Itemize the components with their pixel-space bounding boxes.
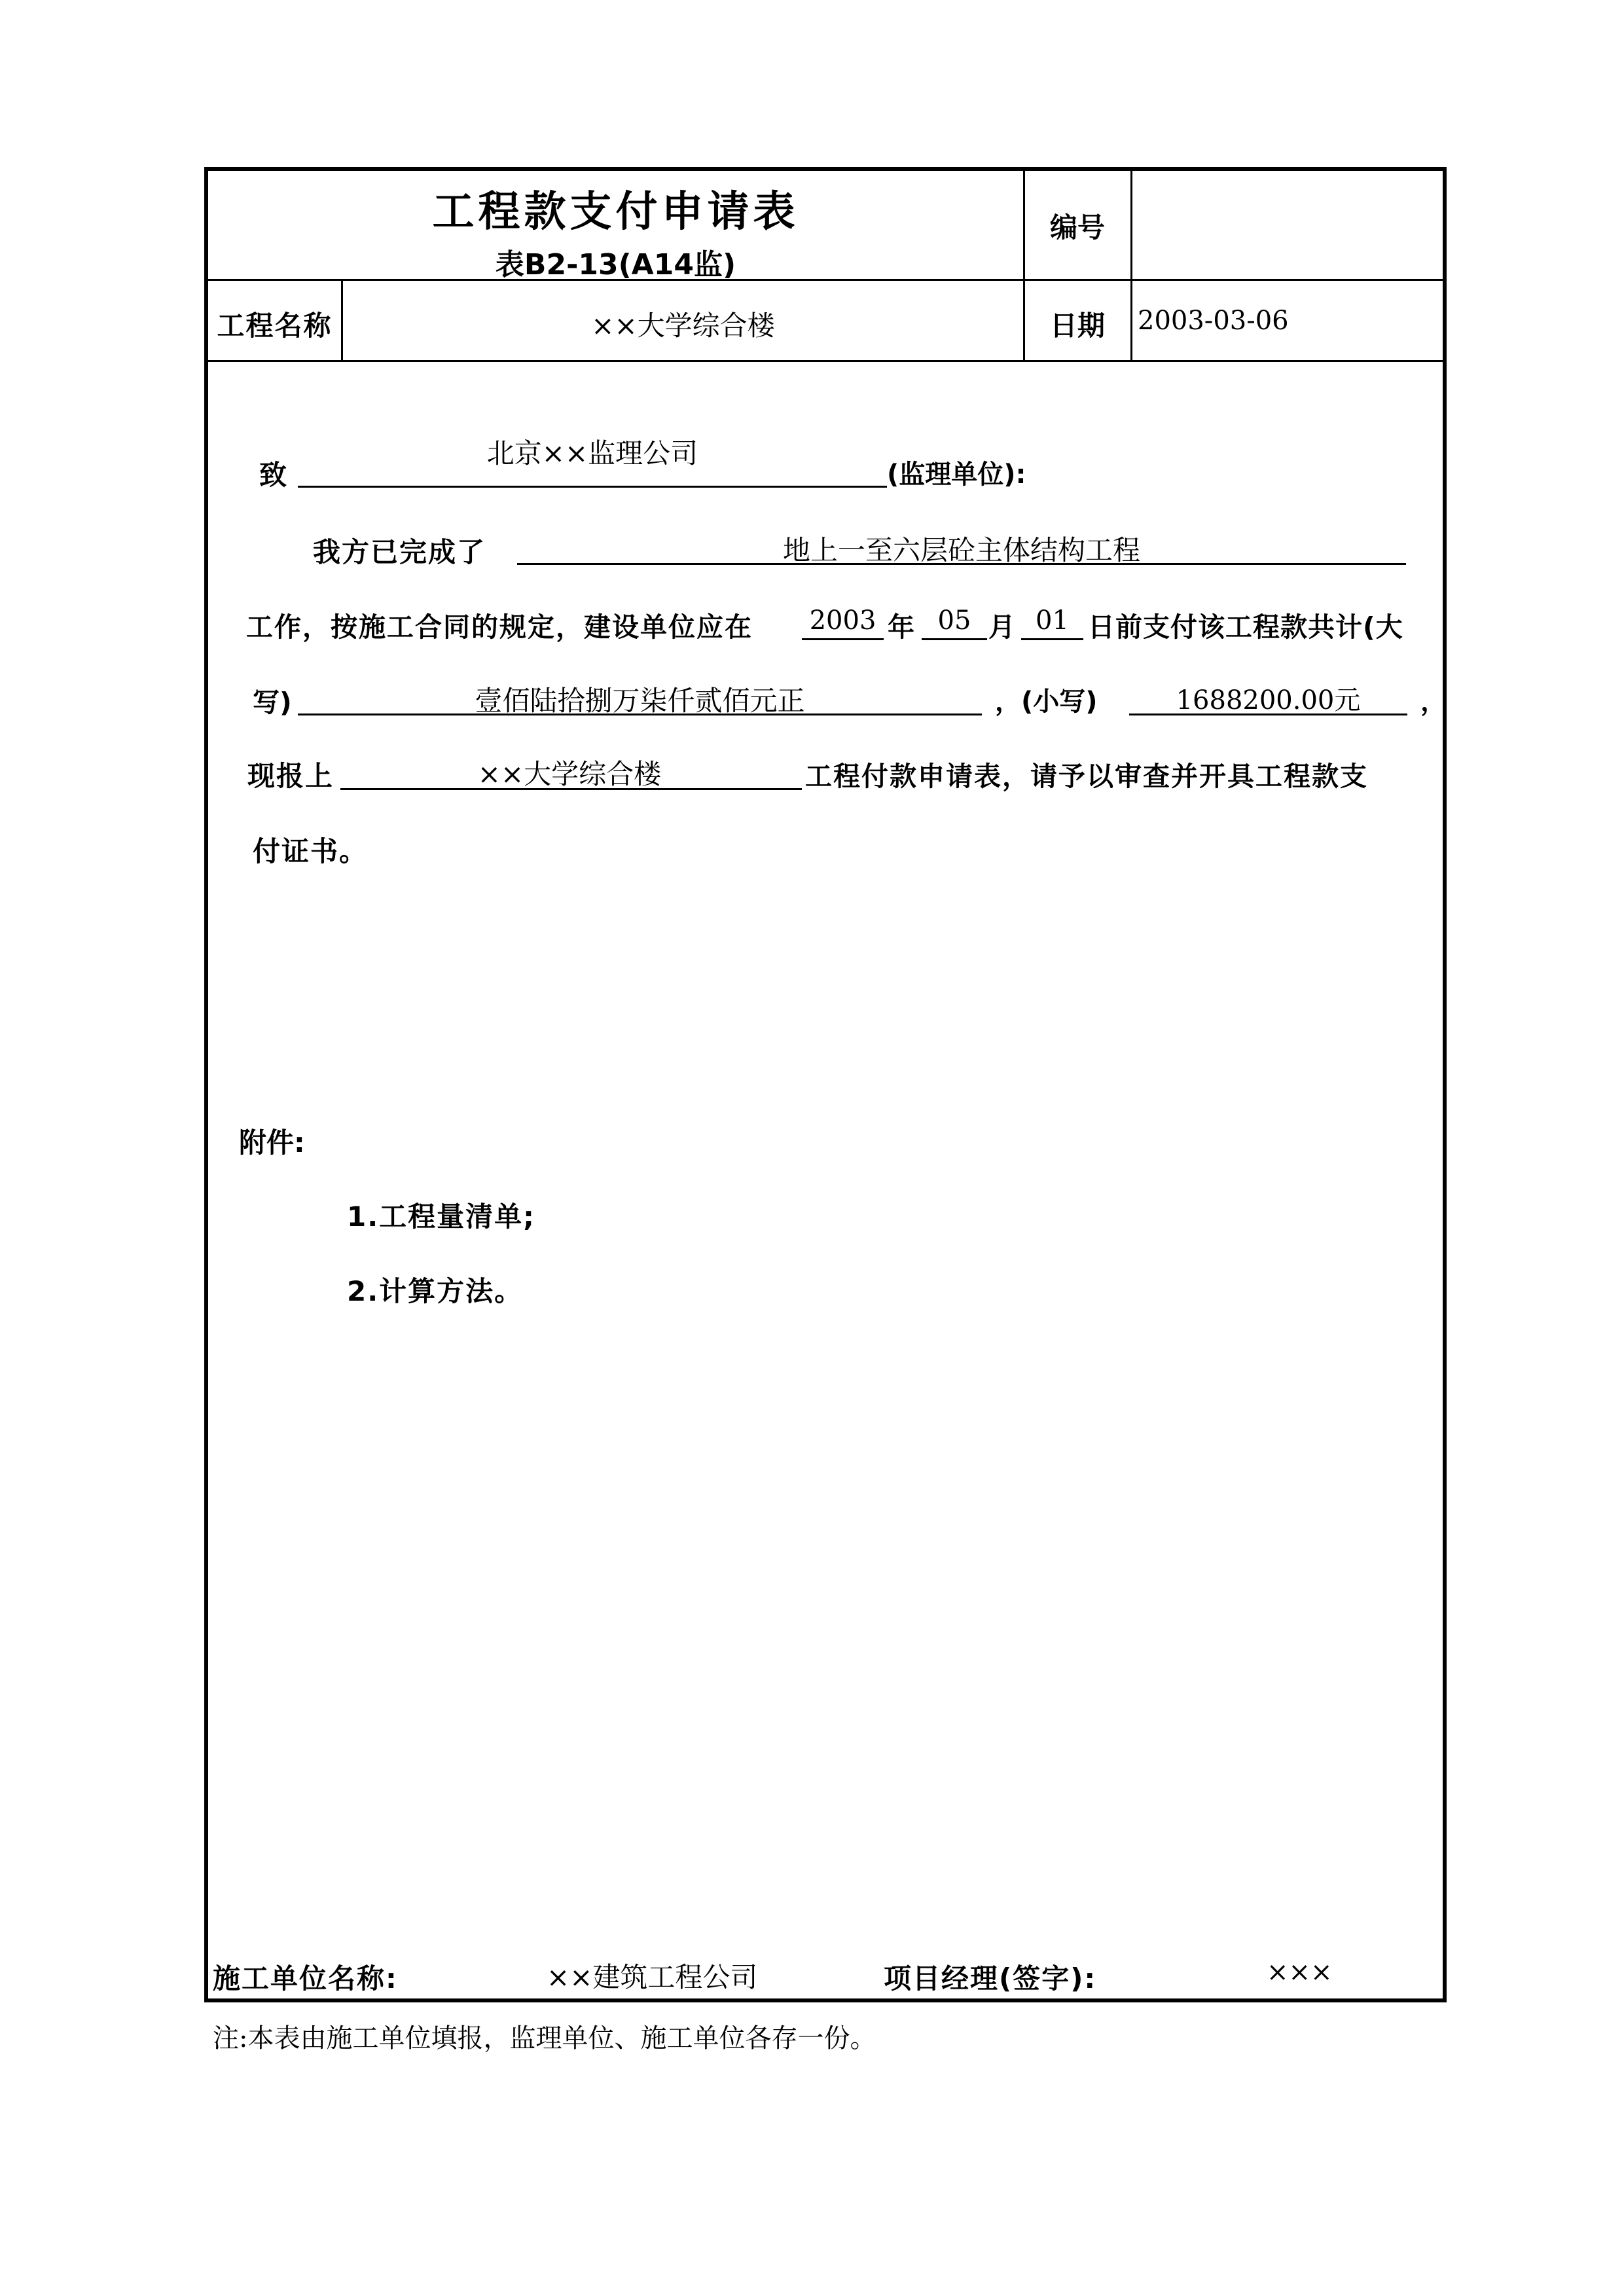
year-value[interactable]: 2003 <box>809 605 876 636</box>
completed-work-value[interactable]: 地上一至六层砼主体结构工程 <box>782 534 1140 566</box>
attachments-label: 附件: <box>239 1127 305 1159</box>
number-label: 编号 <box>1049 211 1105 244</box>
completed-prefix: 我方已完成了 <box>313 536 486 568</box>
company-label: 施工单位名称: <box>213 1962 398 1995</box>
attachment-item: 1.工程量清单; <box>347 1201 535 1233</box>
completed-underline <box>517 563 1406 565</box>
header-col-divider-2 <box>1130 167 1132 361</box>
amount-words-underline <box>298 714 982 715</box>
year-underline <box>802 638 884 640</box>
year-label: 年 <box>888 611 914 643</box>
to-suffix: (监理单位): <box>887 460 1026 490</box>
month-value[interactable]: 05 <box>937 605 971 636</box>
month-label: 月 <box>988 611 1015 643</box>
project-divider <box>204 360 1447 362</box>
amount-words-prefix: 写) <box>253 687 292 718</box>
manager-signature-value[interactable]: ××× <box>1267 1957 1333 1987</box>
amount-number-prefix: ，(小写) <box>995 687 1098 717</box>
to-underline <box>298 486 887 488</box>
payment-clause-prefix: 工作，按施工合同的规定，建设单位应在 <box>246 611 753 643</box>
number-value[interactable] <box>1136 196 1437 249</box>
manager-label: 项目经理(签字): <box>884 1962 1097 1995</box>
form-code: 表B2-13(A14监) <box>495 248 736 281</box>
date-label: 日期 <box>1049 310 1105 342</box>
to-prefix: 致 <box>259 459 287 491</box>
month-underline <box>922 638 987 640</box>
report-prefix: 现报上 <box>247 760 334 792</box>
amount-number-suffix: ， <box>1420 687 1447 717</box>
report-underline <box>340 788 802 790</box>
day-underline <box>1021 638 1083 640</box>
amount-words-value[interactable]: 壹佰陆拾捌万柒仟贰佰元正 <box>475 685 805 717</box>
company-value[interactable]: ××建筑工程公司 <box>547 1961 758 1993</box>
report-suffix: 工程付款申请表，请予以审查并开具工程款支 <box>805 761 1368 792</box>
date-value[interactable]: 2003-03-06 <box>1138 306 1289 336</box>
amount-number-value[interactable]: 1688200.00元 <box>1176 685 1361 715</box>
report-project-value[interactable]: ××大学综合楼 <box>477 758 662 790</box>
amount-number-underline <box>1129 714 1407 715</box>
day-value[interactable]: 01 <box>1036 605 1069 636</box>
project-name-value[interactable]: ××大学综合楼 <box>591 310 775 342</box>
attachment-item: 2.计算方法。 <box>347 1275 524 1307</box>
to-supervisor-value[interactable]: 北京××监理公司 <box>486 437 698 469</box>
project-name-label: 工程名称 <box>217 310 333 342</box>
certificate-line: 付证书。 <box>253 835 369 867</box>
footnote: 注:本表由施工单位填报，监理单位、施工单位各存一份。 <box>213 2023 876 2053</box>
payment-clause-suffix: 日前支付该工程款共计(大 <box>1088 611 1403 643</box>
page-title: 工程款支付申请表 <box>432 188 799 236</box>
